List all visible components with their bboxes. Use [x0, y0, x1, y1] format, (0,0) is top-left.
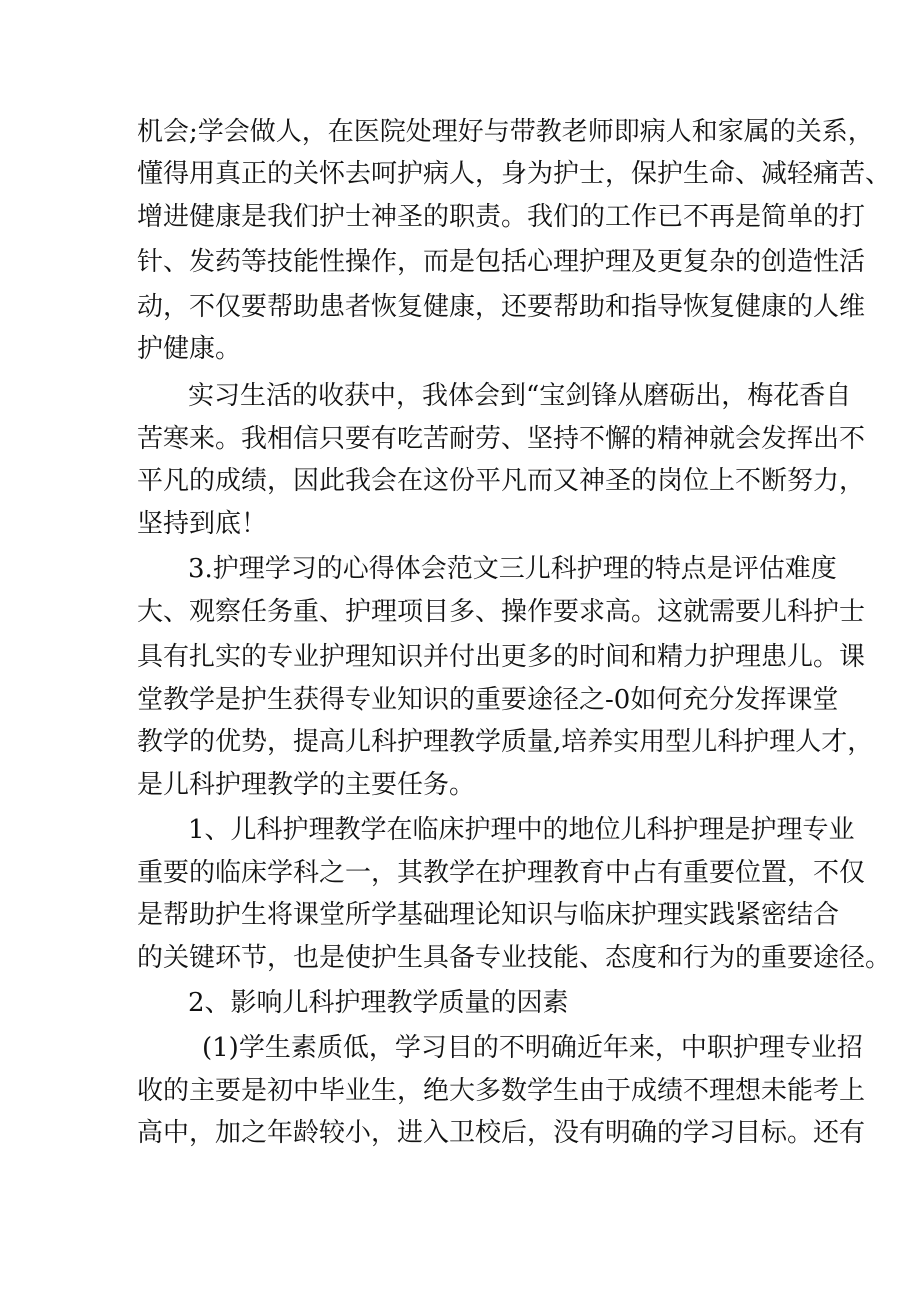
- text-line: 动，不仅要帮助患者恢复健康，还要帮助和指导恢复健康的人维: [137, 292, 866, 322]
- text-line: 平凡的成绩，因此我会在这份平凡而又神圣的岗位上不断努力，: [137, 466, 866, 496]
- text-line: 坚持到底！: [137, 509, 268, 539]
- text-line: 懂得用真正的关怀去呵护病人，身为护士，保护生命、减轻痛苦、: [137, 159, 892, 189]
- text-line: 苦寒来。我相信只要有吃苦耐劳、坚持不懈的精神就会发挥出不: [137, 424, 866, 454]
- text-line: 收的主要是初中毕业生，绝大多数学生由于成绩不理想未能考上: [137, 1076, 866, 1106]
- text-line: 堂教学是护生获得专业知识的重要途径之-0如何充分发挥课堂: [137, 685, 839, 715]
- text-line: (1)学生素质低，学习目的不明确近年来，中职护理专业招: [202, 1033, 863, 1063]
- text-line: 机会;学会做人，在医院处理好与带教老师即病人和家属的关系，: [137, 117, 874, 147]
- text-line: 重要的临床学科之一，其教学在护理教育中占有重要位置，不仅: [137, 858, 866, 888]
- text-line: 护健康。: [137, 334, 242, 364]
- text-line: 高中，加之年龄较小，进入卫校后，没有明确的学习目标。还有: [137, 1118, 866, 1148]
- text-line: 大、观察任务重、护理项目多、操作要求高。这就需要儿科护士: [137, 597, 866, 627]
- text-line: 1、儿科护理教学在临床护理中的地位儿科护理是护理专业: [188, 815, 855, 845]
- text-line: 的关键环节，也是使护生具备专业技能、态度和行为的重要途径。: [137, 943, 892, 973]
- text-line: 针、发药等技能性操作，而是包括心理护理及更复杂的创造性活: [137, 247, 866, 277]
- text-line: 3.护理学习的心得体会范文三儿科护理的特点是评估难度: [188, 554, 837, 584]
- text-line: 教学的优势，提高儿科护理教学质量,培养实用型儿科护理人才，: [137, 727, 874, 757]
- text-line: 2、影响儿科护理教学质量的因素: [188, 988, 569, 1018]
- text-line: 具有扎实的专业护理知识并付出更多的时间和精力护理患儿。课: [137, 642, 866, 672]
- text-line: 是帮助护生将课堂所学基础理论知识与临床护理实践紧密结合: [137, 900, 840, 930]
- text-line: 是儿科护理教学的主要任务。: [137, 770, 476, 800]
- text-line: 实习生活的收获中，我体会到“宝剑锋从磨砺出，梅花香自: [188, 381, 852, 411]
- text-line: 增进健康是我们护士神圣的职责。我们的工作已不再是简单的打: [137, 202, 866, 232]
